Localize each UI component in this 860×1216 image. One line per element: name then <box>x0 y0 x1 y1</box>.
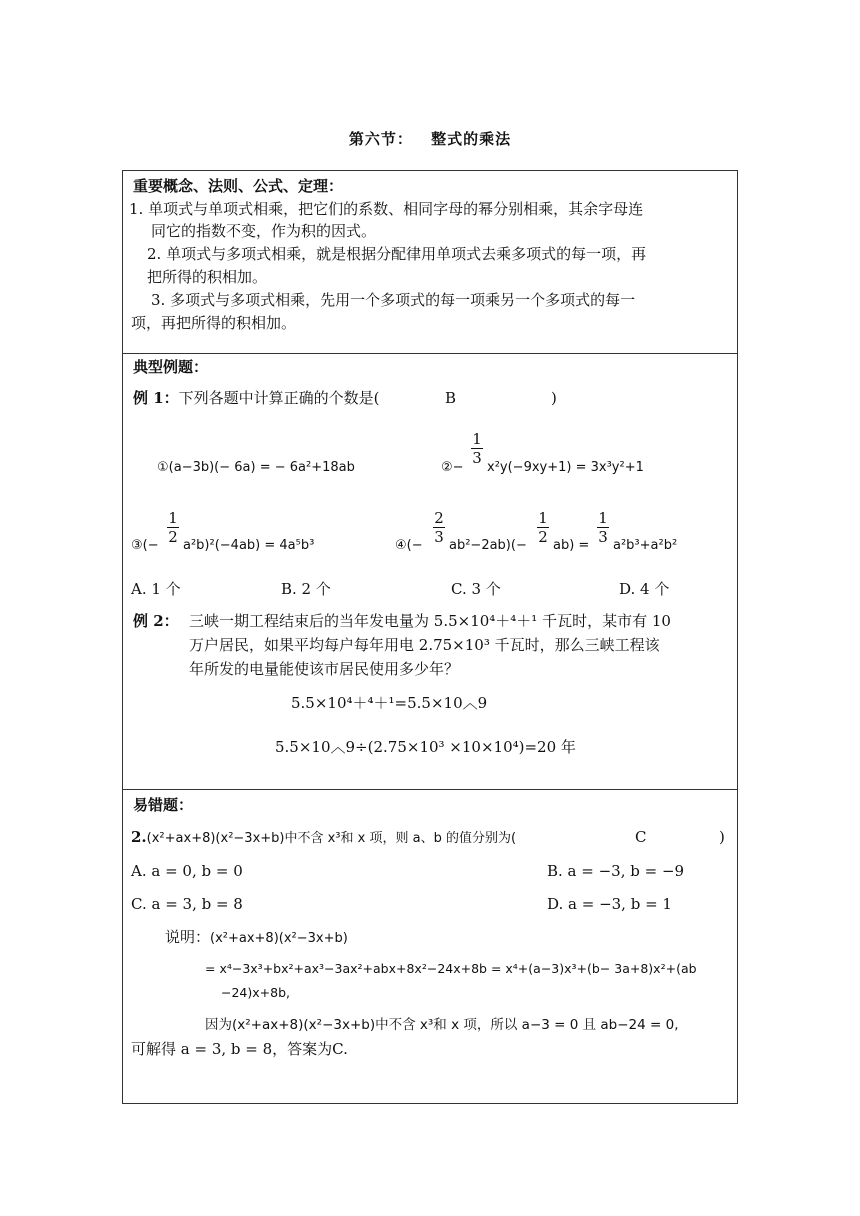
section-number: 第六节： <box>348 130 413 148</box>
fraction-two-thirds <box>433 510 445 545</box>
denominator: 2 <box>538 528 548 546</box>
fraction-one-half <box>167 510 179 545</box>
example-2-calc1: 5.5×10⁴＋⁴＋¹=5.5×10︿9 <box>291 694 488 712</box>
example-1-question: 下列各题中计算正确的个数是( <box>178 389 380 407</box>
numerator: 2 <box>434 509 444 527</box>
section-topic: 整式的乘法 <box>431 130 512 148</box>
example-1-close-paren: ) <box>551 389 557 407</box>
denominator: 3 <box>472 449 482 467</box>
divider <box>123 789 737 790</box>
error-option-d: D. a = −3, b = 1 <box>547 895 672 913</box>
example-1-option-d: D. 4 个 <box>619 580 670 598</box>
numerator: 1 <box>538 509 548 527</box>
explanation-expression: (x²+ax+8)(x²−3x+b) <box>210 931 348 946</box>
formula-1: ①(a−3b)(− 6a) = − 6a²+18ab <box>157 460 355 475</box>
formula-4-body: a²b³+a²b² <box>613 538 678 553</box>
fraction-one-half-2 <box>537 510 549 545</box>
formula-4-prefix: ④(− <box>395 538 423 553</box>
conclusion-line2: 可解得 a = 3, b = 8，答案为C. <box>131 1040 348 1058</box>
divider <box>123 353 737 354</box>
formula-4-middle-2: ab) = <box>553 538 590 553</box>
examples-heading: 典型例题： <box>133 358 209 376</box>
concept-1-line2: 同它的指数不变，作为积的因式。 <box>151 222 377 240</box>
example-1-option-c: C. 3 个 <box>451 580 501 598</box>
expansion-line2: −24)x+8b, <box>221 985 290 1000</box>
denominator: 2 <box>168 528 178 546</box>
fraction-one-third <box>471 431 483 466</box>
example-2-calc2: 5.5×10︿9÷(2.75×10³ ×10×10⁴)=20 年 <box>275 738 576 756</box>
concept-3-line2: 项，再把所得的积相加。 <box>131 314 297 332</box>
expansion-line1: = x⁴−3x³+bx²+ax³−3ax²+abx+8x²−24x+8b = x⁴+(a−3)x³+(b− 3a+8)x²+(ab <box>205 961 697 976</box>
error-option-b: B. a = −3, b = −9 <box>547 862 685 880</box>
concept-1-line1: 1. 单项式与单项式相乘，把它们的系数、相同字母的幂分别相乘，其余字母连 <box>129 200 644 218</box>
explanation-label: 说明： <box>165 928 211 946</box>
formula-3-body: a²b)²(−4ab) = 4a⁵b³ <box>183 538 315 553</box>
example-1-answer: B <box>445 389 457 407</box>
example-2-line3: 年所发的电量能使该市居民使用多少年？ <box>189 660 460 678</box>
error-option-c: C. a = 3, b = 8 <box>131 895 243 913</box>
errors-heading: 易错题： <box>133 796 194 814</box>
formula-4-middle: ab²−2ab)(− <box>449 538 527 553</box>
denominator: 3 <box>434 528 444 546</box>
concept-3-line1: 3. 多项式与多项式相乘，先用一个多项式的每一项乘另一个多项式的每一 <box>151 291 636 309</box>
error-question-number: 2. <box>131 828 147 846</box>
error-question-text: (x²+ax+8)(x²−3x+b)中不含 x³和 x 项，则 a、b 的值分别为( <box>146 831 517 846</box>
example-2-line1: 三峡一期工程结束后的当年发电量为 5.5×10⁴＋⁴＋¹ 千瓦时，某市有 10 <box>189 612 671 630</box>
error-question-close-paren: ) <box>719 828 725 846</box>
conclusion-line1: 因为(x²+ax+8)(x²−3x+b)中不含 x³和 x 项，所以 a−3 = 0 且 ab−24 = 0, <box>205 1017 679 1033</box>
page-title <box>0 128 860 149</box>
example-1-option-a: A. 1 个 <box>131 580 181 598</box>
formula-2-body: x²y(−9xy+1) = 3x³y²+1 <box>487 460 644 475</box>
denominator: 3 <box>598 528 608 546</box>
numerator: 1 <box>168 509 178 527</box>
example-2-label: 例 2： <box>133 612 179 630</box>
concept-2-line2: 把所得的积相加。 <box>147 268 268 286</box>
numerator: 1 <box>598 509 608 527</box>
fraction-one-third-2 <box>597 510 609 545</box>
error-question-answer: C <box>635 828 647 846</box>
concepts-heading: 重要概念、法则、公式、定理： <box>133 177 344 195</box>
example-1-option-b: B. 2 个 <box>281 580 331 598</box>
formula-2-prefix: ②− <box>441 460 464 475</box>
formula-3-prefix: ③(− <box>131 538 159 553</box>
error-option-a: A. a = 0, b = 0 <box>131 862 243 880</box>
example-2-line2: 万户居民，如果平均每户每年用电 2.75×10³ 千瓦时，那么三峡工程该 <box>189 636 660 654</box>
numerator: 1 <box>472 430 482 448</box>
concept-2-line1: 2. 单项式与多项式相乘，就是根据分配律用单项式去乘多项式的每一项，再 <box>147 245 647 263</box>
example-1-label: 例 1： <box>133 389 179 407</box>
content-table <box>122 170 738 1104</box>
